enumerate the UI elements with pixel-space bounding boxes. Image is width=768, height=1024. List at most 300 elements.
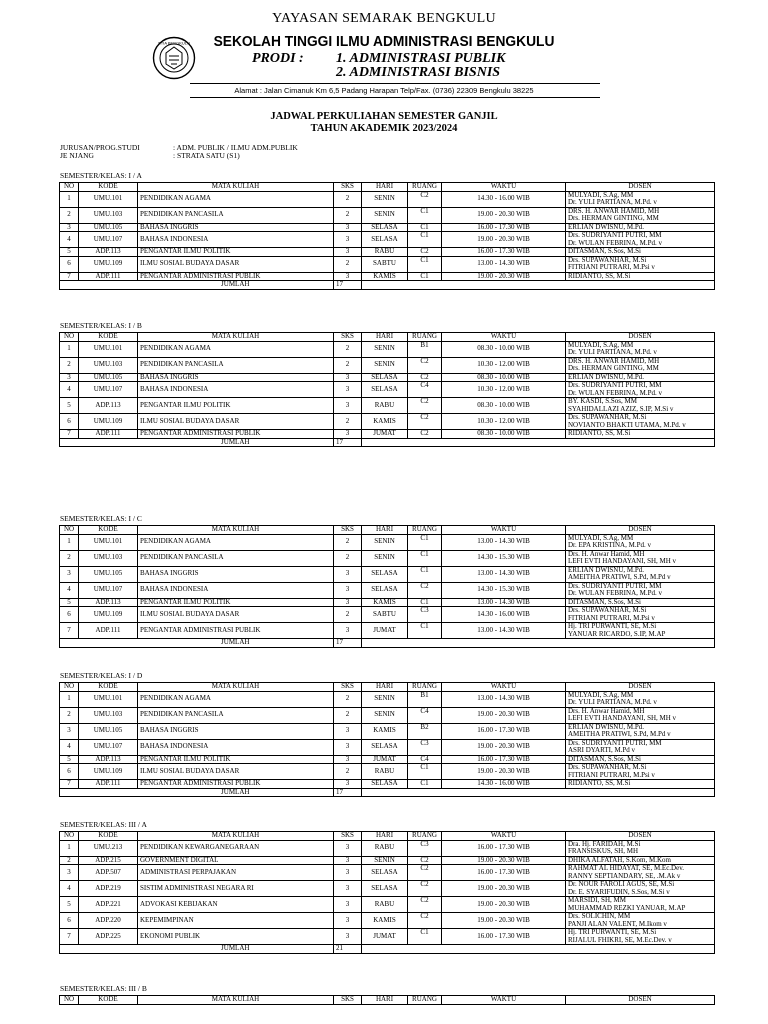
row-no: 3 (60, 566, 79, 582)
column-header: DOSEN (566, 183, 715, 192)
room: B1 (408, 691, 442, 707)
prodi-label: PRODI : (252, 51, 304, 66)
lecturers (566, 398, 715, 414)
room: C1 (408, 256, 442, 272)
course-name: PENDIDIKAN AGAMA (138, 534, 334, 550)
table-header-row (60, 526, 715, 535)
table-row (60, 897, 715, 913)
lecturers (566, 207, 715, 223)
sks: 2 (334, 191, 362, 207)
sks: 3 (334, 897, 362, 913)
course-code: UMU.107 (79, 582, 138, 598)
header-rule-top (190, 83, 600, 84)
row-no: 7 (60, 430, 79, 439)
room: C4 (408, 755, 442, 764)
lecturers (566, 881, 715, 897)
lecturer-name: ASRI DYARTI, M.Pd v (568, 746, 636, 754)
row-no: 1 (60, 534, 79, 550)
column-header: MATA KULIAH (138, 996, 334, 1005)
column-header: HARI (362, 683, 408, 692)
time: 10.30 - 12.00 WIB (442, 414, 566, 430)
course-code: ADP.113 (79, 598, 138, 607)
course-name: GOVERNMENT DIGITAL (138, 856, 334, 865)
svg-text:STIA BENGKULU: STIA BENGKULU (158, 40, 190, 46)
table-header-row (60, 683, 715, 692)
lecturer-name: DRS. H. ANWAR HAMID, MH (568, 357, 660, 365)
total-sks: 17 (334, 438, 362, 447)
day: SELASA (362, 881, 408, 897)
room: C1 (408, 764, 442, 780)
total-spacer (566, 438, 715, 447)
course-name: BAHASA INDONESIA (138, 582, 334, 598)
total-spacer (442, 281, 566, 290)
lecturer-name: DITASMAN, S.Sos, M.Si (568, 598, 641, 606)
schedule-table (59, 182, 715, 290)
column-header: WAKTU (442, 333, 566, 342)
room: C2 (408, 430, 442, 439)
time: 14.30 - 16.00 WIB (442, 607, 566, 623)
lecturer-name: LEFI EVTI HANDAYANI, SH, MH v (568, 714, 677, 722)
table-row (60, 856, 715, 865)
time: 16.00 - 17.30 WIB (442, 723, 566, 739)
table-row (60, 357, 715, 373)
course-name: PENDIDIKAN PANCASILA (138, 550, 334, 566)
course-name: BAHASA INGGRIS (138, 373, 334, 382)
time: 13.00 - 14.30 WIB (442, 256, 566, 272)
sks: 3 (334, 398, 362, 414)
table-row (60, 764, 715, 780)
day: RABU (362, 840, 408, 856)
college-name: SEKOLAH TINGGI ILMU ADMINISTRASI BENGKULU (213, 34, 555, 50)
table-row (60, 223, 715, 232)
time: 13.00 - 14.30 WIB (442, 534, 566, 550)
lecturers (566, 357, 715, 373)
room: C2 (408, 881, 442, 897)
day: RABU (362, 764, 408, 780)
lecturer-name: DHIKA ALFATAH, S.Kom, M.Kom (568, 856, 671, 864)
row-no: 4 (60, 739, 79, 755)
sks: 3 (334, 598, 362, 607)
time: 08.30 - 10.00 WIB (442, 430, 566, 439)
day: RABU (362, 897, 408, 913)
day: KAMIS (362, 598, 408, 607)
row-no: 6 (60, 414, 79, 430)
room: C3 (408, 739, 442, 755)
total-sks: 17 (334, 788, 362, 797)
time: 14.30 - 15.30 WIB (442, 550, 566, 566)
column-header: HARI (362, 333, 408, 342)
course-name: ILMU SOSIAL BUDAYA DASAR (138, 256, 334, 272)
total-label: JUMLAH (138, 281, 334, 290)
column-header: KODE (79, 526, 138, 535)
table-header-row (60, 333, 715, 342)
row-no: 2 (60, 707, 79, 723)
jurusan-label: JURUSAN/PROG.STUDI (60, 143, 140, 152)
sks: 3 (334, 272, 362, 281)
total-spacer (566, 788, 715, 797)
lecturer-name: Drs. HERMAN GINTING, MM (568, 214, 659, 222)
lecturer-name: RIDIANTO, SS, M.Si (568, 429, 631, 437)
row-no: 6 (60, 913, 79, 929)
table-row (60, 414, 715, 430)
total-spacer (408, 281, 442, 290)
table-row (60, 691, 715, 707)
column-header: WAKTU (442, 832, 566, 841)
column-header: WAKTU (442, 996, 566, 1005)
row-no: 2 (60, 207, 79, 223)
course-code: ADP.215 (79, 856, 138, 865)
column-header: KODE (79, 683, 138, 692)
schedule-table (59, 525, 715, 648)
time: 19.00 - 20.30 WIB (442, 897, 566, 913)
time: 16.00 - 17.30 WIB (442, 840, 566, 856)
total-spacer (442, 639, 566, 648)
lecturer-name: AMEITHA PRATIWI, S.Pd, M.Pd v (568, 573, 671, 581)
lecturer-name: MARSIDI, SH, MM (568, 896, 626, 904)
table-row (60, 755, 715, 764)
course-name: PENGANTAR ADMINISTRASI PUBLIK (138, 430, 334, 439)
time: 19.00 - 20.30 WIB (442, 272, 566, 281)
column-header: KODE (79, 996, 138, 1005)
day: SELASA (362, 780, 408, 789)
lecturers (566, 223, 715, 232)
total-spacer (79, 438, 138, 447)
room: C1 (408, 207, 442, 223)
column-header: KODE (79, 333, 138, 342)
table-row (60, 232, 715, 248)
time: 16.00 - 17.30 WIB (442, 865, 566, 881)
lecturer-name: Drs. SUPAWANHAR, M.Si (568, 763, 647, 771)
course-code: UMU.103 (79, 550, 138, 566)
row-no: 5 (60, 598, 79, 607)
day: SENIN (362, 856, 408, 865)
day: SELASA (362, 739, 408, 755)
lecturer-name: Dr. NOUR FAROLI AGUS, SE, M.Si (568, 880, 675, 888)
lecturers (566, 232, 715, 248)
row-no: 5 (60, 755, 79, 764)
day: KAMIS (362, 913, 408, 929)
lecturer-name: Dr. YULI PARTIANA, M.Pd. v (568, 348, 657, 356)
academic-year: TAHUN AKADEMIK 2023/2024 (310, 123, 458, 134)
semester-label: SEMESTER/KELAS: I / C (60, 514, 142, 523)
course-code: ADP.221 (79, 897, 138, 913)
table-row (60, 207, 715, 223)
lecturer-name: SYAHIDALLAZI AZIZ, S.IP, M.Si v (568, 404, 674, 413)
lecturer-name: FITRIANI PUTRARI, M.Psi v (568, 770, 655, 779)
row-no: 1 (60, 840, 79, 856)
address: Alamat : Jalan Cimanuk Km 6,5 Padang Harapan Telp/Fax. (0736) 22309 Bengkulu 38225 (234, 86, 534, 95)
row-no: 6 (60, 607, 79, 623)
column-header: SKS (334, 832, 362, 841)
row-no: 2 (60, 856, 79, 865)
time: 08.30 - 10.00 WIB (442, 341, 566, 357)
lecturers (566, 272, 715, 281)
time: 19.00 - 20.30 WIB (442, 707, 566, 723)
lecturer-name: RIJALUL FHIKRI, SE, M.Ec.Dev. v (568, 935, 672, 944)
column-header: SKS (334, 333, 362, 342)
schedule-table (59, 831, 715, 954)
table-row (60, 865, 715, 881)
total-spacer (362, 438, 408, 447)
table-row (60, 382, 715, 398)
column-header: WAKTU (442, 526, 566, 535)
lecturer-name: Dr. EPA KRISTINA, M.Pd. v (568, 541, 651, 549)
column-header: WAKTU (442, 683, 566, 692)
lecturers (566, 382, 715, 398)
column-header: RUANG (408, 333, 442, 342)
column-header: SKS (334, 683, 362, 692)
lecturers (566, 865, 715, 881)
table-row (60, 840, 715, 856)
total-row (60, 281, 715, 290)
room: C4 (408, 382, 442, 398)
total-spacer (60, 639, 79, 648)
day: SELASA (362, 223, 408, 232)
course-name: PENDIDIKAN AGAMA (138, 191, 334, 207)
column-header: SKS (334, 526, 362, 535)
total-row (60, 945, 715, 954)
total-row (60, 438, 715, 447)
time: 08.30 - 10.00 WIB (442, 373, 566, 382)
course-name: PENGANTAR ADMINISTRASI PUBLIK (138, 780, 334, 789)
course-code: UMU.109 (79, 607, 138, 623)
row-no: 1 (60, 191, 79, 207)
lecturers (566, 248, 715, 257)
course-code: UMU.109 (79, 256, 138, 272)
lecturer-name: Dr. WULAN FEBRINA, M.Pd. v (568, 589, 662, 597)
course-code: UMU.101 (79, 691, 138, 707)
row-no: 4 (60, 382, 79, 398)
day: JUMAT (362, 623, 408, 639)
semester-label: SEMESTER/KELAS: III / B (60, 984, 147, 993)
day: SENIN (362, 691, 408, 707)
lecturer-name: MULYADI, S.Ag, MM (568, 534, 634, 542)
total-spacer (79, 639, 138, 648)
time: 19.00 - 20.30 WIB (442, 856, 566, 865)
total-spacer (566, 945, 715, 954)
table-row (60, 607, 715, 623)
room: C2 (408, 865, 442, 881)
total-spacer (566, 281, 715, 290)
lecturer-name: Drs. SUDRIYANTI PUTRI, MM (568, 582, 662, 590)
total-spacer (408, 639, 442, 648)
lecturers (566, 739, 715, 755)
day: KAMIS (362, 414, 408, 430)
sks: 3 (334, 223, 362, 232)
table-row (60, 534, 715, 550)
sks: 3 (334, 582, 362, 598)
day: SENIN (362, 357, 408, 373)
column-header: MATA KULIAH (138, 526, 334, 535)
sks: 3 (334, 881, 362, 897)
time: 19.00 - 20.30 WIB (442, 881, 566, 897)
day: SELASA (362, 382, 408, 398)
lecturer-name: Hj. TRI PURWANTI, SE, M.Si (568, 622, 657, 630)
course-code: UMU.101 (79, 341, 138, 357)
lecturer-name: RIDIANTO, SS, M.Si (568, 272, 631, 280)
row-no: 4 (60, 881, 79, 897)
room: C1 (408, 929, 442, 945)
sks: 3 (334, 566, 362, 582)
room: C2 (408, 191, 442, 207)
room: C1 (408, 550, 442, 566)
column-header: DOSEN (566, 996, 715, 1005)
day: SELASA (362, 373, 408, 382)
sks: 3 (334, 865, 362, 881)
lecturer-name: PANJI ALAN VALENT, M.Ikom v (568, 919, 667, 928)
row-no: 2 (60, 357, 79, 373)
total-spacer (566, 639, 715, 648)
semester-label: SEMESTER/KELAS: I / D (60, 671, 143, 680)
time: 19.00 - 20.30 WIB (442, 739, 566, 755)
course-name: PENDIDIKAN PANCASILA (138, 357, 334, 373)
column-header: SKS (334, 183, 362, 192)
sks: 3 (334, 840, 362, 856)
lecturer-name: ERLIAN DWISNU, M.Pd. (568, 723, 645, 731)
course-name: BAHASA INGGRIS (138, 566, 334, 582)
room: C2 (408, 913, 442, 929)
course-code: ADP.225 (79, 929, 138, 945)
lecturers (566, 607, 715, 623)
course-name: EKONOMI PUBLIK (138, 929, 334, 945)
table-row (60, 256, 715, 272)
sks: 2 (334, 357, 362, 373)
course-name: ADVOKASI KEBIJAKAN (138, 897, 334, 913)
row-no: 6 (60, 764, 79, 780)
jenjang-label: JE NJANG (60, 151, 94, 160)
foundation-name: YAYASAN SEMARAK BENGKULU (272, 11, 496, 26)
lecturer-name: Dr. YULI PARTIANA, M.Pd. v (568, 698, 657, 706)
table-row (60, 373, 715, 382)
table-row (60, 398, 715, 414)
day: RABU (362, 248, 408, 257)
course-code: ADP.507 (79, 865, 138, 881)
total-spacer (408, 945, 442, 954)
course-code: ADP.111 (79, 780, 138, 789)
total-label: JUMLAH (138, 438, 334, 447)
sks: 3 (334, 780, 362, 789)
semester-label: SEMESTER/KELAS: I / B (60, 321, 142, 330)
table-row (60, 582, 715, 598)
sks: 2 (334, 550, 362, 566)
table-row (60, 341, 715, 357)
day: KAMIS (362, 272, 408, 281)
column-header: NO (60, 526, 79, 535)
table-row (60, 248, 715, 257)
table-row (60, 191, 715, 207)
table-row (60, 929, 715, 945)
lecturer-name: Dr. E. SYARIFUDIN, S.Sos, M.Si v (568, 887, 670, 896)
time: 13.00 - 14.30 WIB (442, 691, 566, 707)
lecturers (566, 929, 715, 945)
course-code: UMU.103 (79, 207, 138, 223)
course-name: PENGANTAR ILMU POLITIK (138, 598, 334, 607)
lecturer-name: BY. KASDI, S.Sos, MM (568, 397, 637, 405)
column-header: MATA KULIAH (138, 683, 334, 692)
sks: 3 (334, 929, 362, 945)
lecturer-name: Drs. HERMAN GINTING, MM (568, 364, 659, 372)
total-label: JUMLAH (138, 945, 334, 954)
lecturers (566, 598, 715, 607)
time: 10.30 - 12.00 WIB (442, 382, 566, 398)
sks: 2 (334, 691, 362, 707)
lecturer-name: MULYADI, S.Ag, MM (568, 691, 634, 699)
course-name: PENDIDIKAN PANCASILA (138, 207, 334, 223)
sks: 2 (334, 207, 362, 223)
row-no: 6 (60, 256, 79, 272)
lecturer-name: ERLIAN DWISNU, M.Pd. (568, 566, 645, 574)
total-spacer (79, 281, 138, 290)
lecturer-name: ERLIAN DWISNU, M.Pd. (568, 373, 645, 381)
course-code: UMU.105 (79, 373, 138, 382)
sks: 3 (334, 723, 362, 739)
course-code: ADP.113 (79, 755, 138, 764)
day: SELASA (362, 566, 408, 582)
course-code: ADP.111 (79, 430, 138, 439)
day: SENIN (362, 550, 408, 566)
day: SABTU (362, 256, 408, 272)
time: 16.00 - 17.30 WIB (442, 929, 566, 945)
sks: 2 (334, 341, 362, 357)
course-name: PENGANTAR ILMU POLITIK (138, 248, 334, 257)
total-sks: 17 (334, 639, 362, 648)
day: JUMAT (362, 929, 408, 945)
total-spacer (442, 438, 566, 447)
day: JUMAT (362, 430, 408, 439)
total-spacer (60, 281, 79, 290)
course-code: UMU.103 (79, 357, 138, 373)
lecturer-name: ERLIAN DWISNU, M.Pd. (568, 223, 645, 231)
course-code: UMU.105 (79, 723, 138, 739)
table-row (60, 881, 715, 897)
lecturers (566, 707, 715, 723)
lecturers (566, 780, 715, 789)
column-header: NO (60, 683, 79, 692)
room: C3 (408, 607, 442, 623)
total-spacer (79, 945, 138, 954)
time: 16.00 - 17.30 WIB (442, 248, 566, 257)
row-no: 3 (60, 723, 79, 739)
header-rule-bottom (190, 97, 600, 98)
table-row (60, 913, 715, 929)
sks: 2 (334, 707, 362, 723)
row-no: 3 (60, 865, 79, 881)
table-row (60, 723, 715, 739)
lecturer-name: Dra. Hj. FARIDAH, M.Si (568, 840, 641, 848)
course-name: PENDIDIKAN PANCASILA (138, 707, 334, 723)
course-name: BAHASA INDONESIA (138, 739, 334, 755)
column-header: RUANG (408, 183, 442, 192)
column-header: NO (60, 333, 79, 342)
total-spacer (60, 945, 79, 954)
lecturer-name: Drs. SUPAWANHAR, M.Si (568, 256, 647, 264)
total-spacer (362, 945, 408, 954)
day: SELASA (362, 232, 408, 248)
course-code: ADP.220 (79, 913, 138, 929)
time: 14.30 - 16.00 WIB (442, 191, 566, 207)
lecturers (566, 897, 715, 913)
day: JUMAT (362, 755, 408, 764)
total-spacer (408, 788, 442, 797)
column-header: HARI (362, 526, 408, 535)
lecturer-name: Drs. H. Anwar Hamid, MH (568, 550, 645, 558)
lecturers (566, 755, 715, 764)
course-name: ILMU SOSIAL BUDAYA DASAR (138, 764, 334, 780)
column-header: WAKTU (442, 183, 566, 192)
lecturers (566, 623, 715, 639)
column-header: DOSEN (566, 683, 715, 692)
total-row (60, 788, 715, 797)
